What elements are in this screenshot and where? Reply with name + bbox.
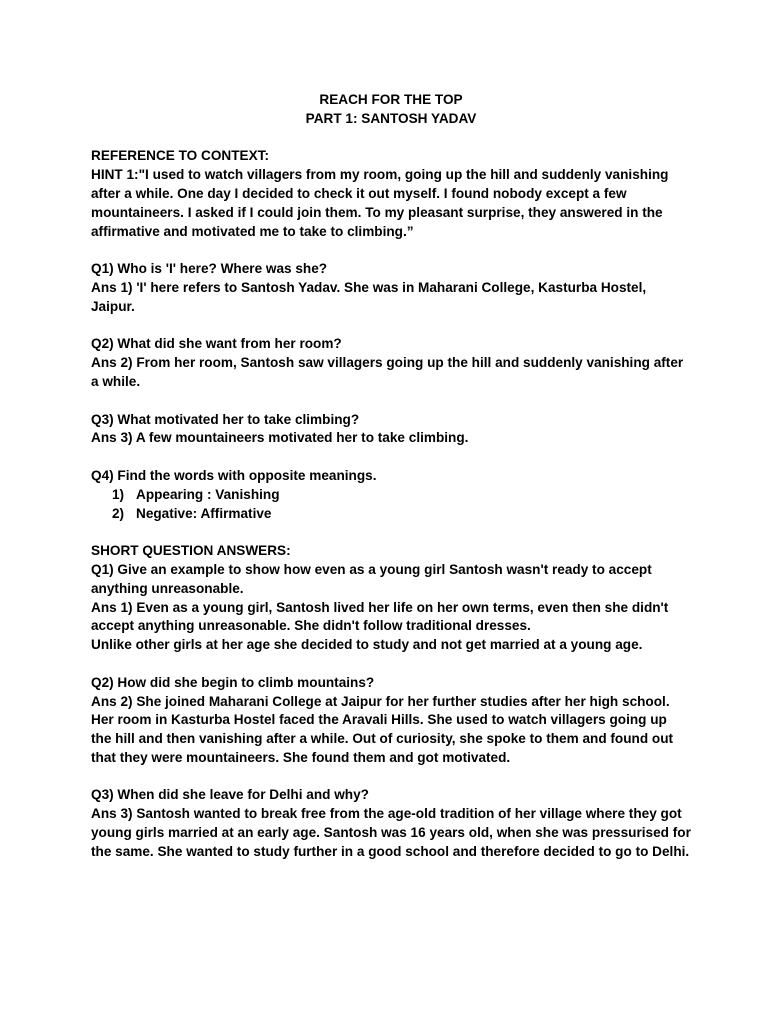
rtc-answer: Ans 3) A few mountaineers motivated her to take climbing.: [91, 430, 469, 446]
document-title: REACH FOR THE TOP: [319, 92, 463, 107]
list-item: [91, 486, 691, 505]
saq-question: Q3) When did she leave for Delhi and why?: [91, 787, 369, 803]
saq-answer: Ans 2) She joined Maharani College at Jaipur for her further studies after her high school. Her room in Kasturba Hostel faced the Aravali Hills. She used to watch villagers going up the hill and then vanishing after a while. Out of curiosity, she spoke to them and found out that they were mountaineers. She found them and got motivated.: [91, 693, 674, 765]
document-subtitle: PART 1: SANTOSH YADAV: [305, 110, 477, 126]
rtc-question: Q1) Who is 'I' here? Where was she?: [91, 261, 328, 277]
saq-answer-continued: Unlike other girls at her age she decided to study and not get married at a young age.: [91, 637, 643, 653]
saq-heading: SHORT QUESTION ANSWERS:: [91, 543, 291, 559]
rtc-question: Q3) What motivated her to take climbing?: [91, 411, 360, 427]
rtc-question: Q4) Find the words with opposite meanings.: [91, 467, 377, 483]
rtc-heading: REFERENCE TO CONTEXT:: [91, 148, 269, 164]
saq-answer: Ans 1) Even as a young girl, Santosh lived her life on her own terms, even then she didn't accept anything unreasonable. She didn't follow traditional dresses.: [91, 599, 669, 634]
list-text: Appearing : Vanishing: [136, 486, 280, 502]
saq-answer: Ans 3) Santosh wanted to break free from the age-old tradition of her village where they got young girls married at an early age. Santosh was 16 years old, when she was pressurised for the same. She wanted to study further in a good school and therefore decided to go to Delhi.: [91, 806, 691, 859]
list-text: Negative: Affirmative: [136, 505, 272, 521]
rtc-answer: Ans 1) 'I' here refers to Santosh Yadav. She was in Maharani College, Kasturba Hostel, Jaipur.: [91, 279, 647, 314]
saq-question: Q2) How did she begin to climb mountains?: [91, 674, 375, 690]
list-number: 1): [112, 486, 125, 502]
document-body: [91, 91, 691, 862]
rtc-answer: Ans 2) From her room, Santosh saw villagers going up the hill and suddenly vanishing after a while.: [91, 355, 684, 389]
saq-question: Q1) Give an example to show how even as a young girl Santosh wasn't ready to accept anything unreasonable.: [91, 561, 652, 596]
hint-text: HINT 1:"I used to watch villagers from my room, going up the hill and suddenly vanishing after a while. One day I decided to check it out myself. I found nobody except a few mountaineers. I asked if I could join them. To my pleasant surprise, they answered in the affirmative and motivated me to take to climbing.”: [91, 167, 669, 239]
rtc-question: Q2) What did she want from her room?: [91, 336, 342, 352]
list-item: [91, 505, 691, 524]
opposite-words-list: [91, 486, 691, 524]
list-number: 2): [112, 505, 125, 521]
